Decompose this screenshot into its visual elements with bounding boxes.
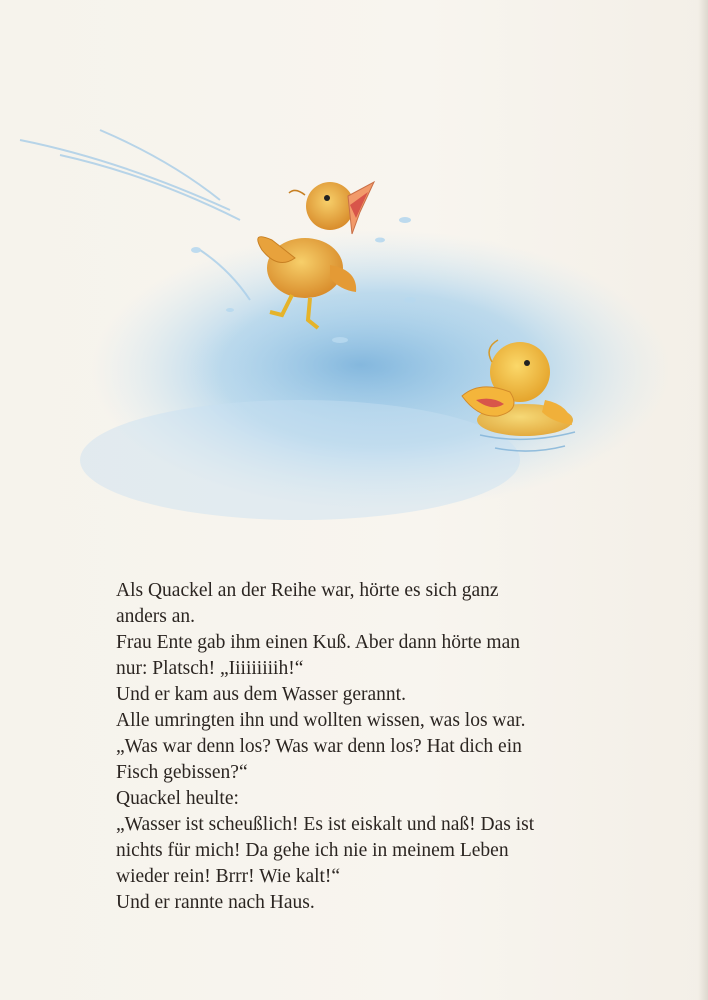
- story-line: anders an.: [116, 606, 196, 627]
- ducklings-splashing-illustration: [0, 100, 708, 560]
- story-line: Quackel heulte:: [116, 788, 239, 809]
- story-line: „Wasser ist scheußlich! Es ist eiskalt und naß! Das ist: [116, 814, 535, 835]
- page-edge-shadow: [698, 0, 708, 1000]
- story-line: Alle umringten ihn und wollten wissen, was los war.: [116, 710, 526, 731]
- story-line: „Was war denn los? Was war denn los? Hat dich ein: [116, 736, 522, 757]
- story-line: nur: Platsch! „Iiiiiiiiih!“: [116, 658, 304, 679]
- story-text: [116, 578, 596, 916]
- story-line: Und er kam aus dem Wasser gerannt.: [116, 684, 406, 705]
- story-line: Und er rannte nach Haus.: [116, 892, 315, 913]
- story-line: Als Quackel an der Reihe war, hörte es sich ganz: [116, 580, 499, 601]
- pond-water-edge: [80, 400, 520, 520]
- story-line: nichts für mich! Da gehe ich nie in meinem Leben: [116, 840, 509, 861]
- story-line: Fisch gebissen?“: [116, 762, 248, 783]
- story-line: Frau Ente gab ihm einen Kuß. Aber dann hörte man: [116, 632, 520, 653]
- story-line: wieder rein! Brrr! Wie kalt!“: [116, 866, 341, 887]
